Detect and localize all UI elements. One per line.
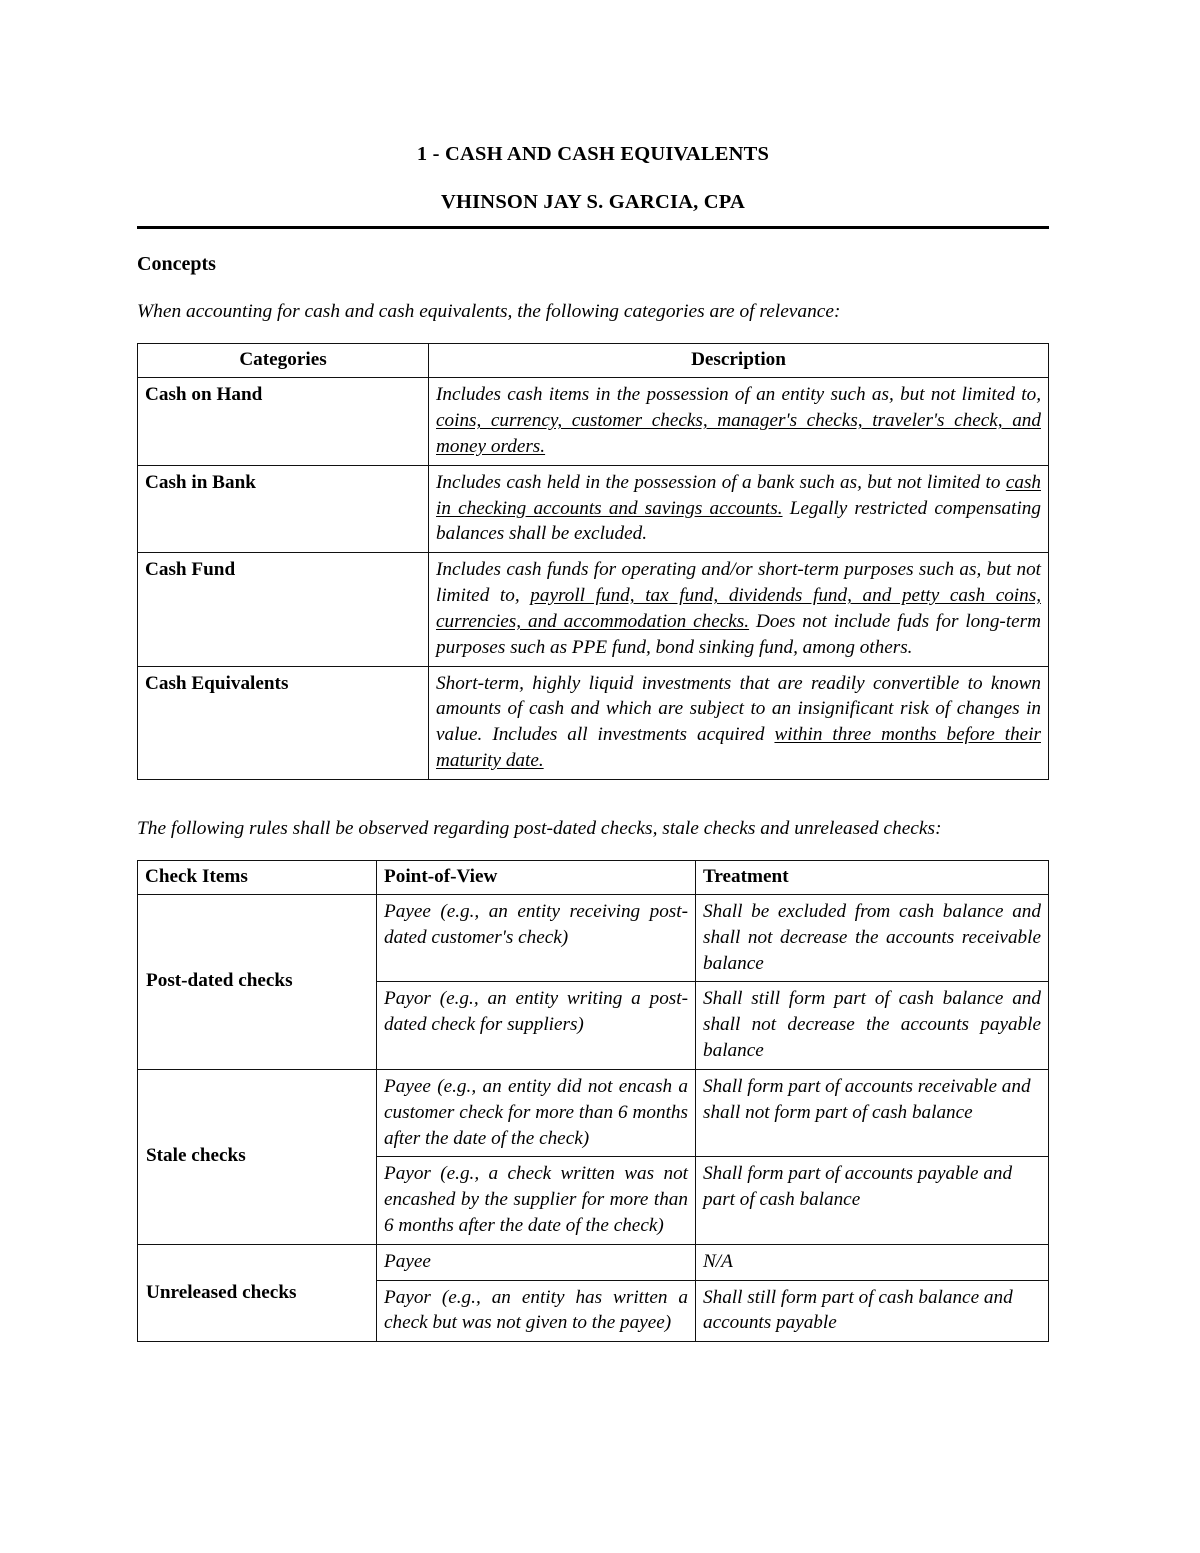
cell-point-of-view [377,894,696,981]
point-of-view-text: Payee [384,1250,431,1272]
cell-check-item: Unreleased checks [138,1244,377,1341]
description-text [436,470,1041,547]
description-underlined: within three months before their maturity date. [436,724,1041,772]
table-row [138,666,1049,779]
header-divider [137,226,1049,229]
cell-point-of-view [377,1157,696,1244]
treatment-text: Shall still form part of cash balance and accounts payable [703,1286,1013,1334]
treatment-text: Shall form part of accounts receivable and shall not form part of cash balance [703,1075,1031,1123]
cell-point-of-view [377,1280,696,1342]
categories-table-body [138,378,1049,780]
cell-treatment [696,982,1049,1069]
treatment-text: Shall form part of accounts payable and part of cash balance [703,1163,1013,1211]
column-header-check-items: Check Items [138,861,377,895]
section-heading-concepts: Concepts [137,253,216,276]
categories-table [137,343,1049,779]
cell-treatment [696,1069,1049,1156]
description-tail: Legally restricted compensating balances shall be excluded. [436,497,1041,545]
document-author: VHINSON JAY S. GARCIA, CPA [440,190,745,213]
cell-treatment [696,1244,1049,1280]
point-of-view-text: Payee (e.g., an entity did not encash a customer check for more than 6 months after the date of the check) [384,1075,688,1149]
treatment-text: Shall still form part of cash balance and shall not decrease the accounts payable balance [703,988,1041,1062]
column-header-description: Description [429,344,1049,378]
description-text [436,382,1041,459]
table-row [138,1069,1049,1156]
description-underlined: payroll fund, tax fund, dividends fund, and petty cash coins, currencies, and accommodation checks. [436,585,1041,632]
document-content [137,132,1049,1342]
table-header-row [138,861,1049,895]
table-row [138,553,1049,666]
checks-table [137,860,1049,1342]
cell-description [429,465,1049,552]
table-header-row [138,344,1049,378]
description-lead: Includes cash held in the possession of a bank such as, but not limited to [436,471,1006,493]
cell-treatment [696,1280,1049,1342]
treatment-text: Shall be excluded from cash balance and shall not decrease the accounts receivable balance [703,900,1041,974]
checks-table-body [138,894,1049,1341]
column-header-categories: Categories [138,344,429,378]
cell-description [429,378,1049,465]
cell-category: Cash on Hand [138,378,429,465]
description-text [436,671,1041,774]
cell-check-item: Stale checks [138,1069,377,1244]
treatment-text: N/A [703,1250,733,1272]
description-text [436,557,1041,660]
column-header-treatment: Treatment [696,861,1049,895]
cell-description [429,553,1049,666]
cell-category: Cash Equivalents [138,666,429,779]
page-title: 1 - CASH AND CASH EQUIVALENTS [416,143,770,165]
point-of-view-text: Payee (e.g., an entity receiving post-dated customer's check) [384,900,688,948]
description-lead: Includes cash items in the possession of an entity such as, but not limited to, [436,384,1041,406]
cell-treatment [696,894,1049,981]
description-lead: Includes cash funds for operating and/or short-term purposes such as, but not limited to, [436,559,1041,607]
cell-point-of-view [377,1069,696,1156]
cell-description [429,666,1049,779]
cell-check-item: Post-dated checks [138,894,377,1069]
table-row [138,465,1049,552]
point-of-view-text: Payor (e.g., an entity has written a check but was not given to the payee) [384,1286,688,1334]
cell-category: Cash Fund [138,553,429,666]
description-lead: Short-term, highly liquid investments that are readily convertible to known amounts of cash and which are subject to an insignificant risk of changes in value. Includes all investments acquired [436,672,1041,746]
table-row [138,894,1049,981]
mid-paragraph: The following rules shall be observed regarding post-dated checks, stale checks and unreleased checks: [137,817,942,839]
column-header-point-of-view: Point-of-View [377,861,696,895]
cell-point-of-view [377,1244,696,1280]
cell-treatment [696,1157,1049,1244]
lead-paragraph: When accounting for cash and cash equivalents, the following categories are of relevance: [137,301,841,323]
point-of-view-text: Payor (e.g., an entity writing a post-dated check for suppliers) [384,988,688,1036]
description-underlined: cash in checking accounts and savings accounts. [436,471,1041,519]
table-row [138,1244,1049,1280]
table-row [138,378,1049,465]
description-underlined: coins, currency, customer checks, manager's checks, traveler's check, and money orders. [436,410,1041,457]
cell-point-of-view [377,982,696,1069]
point-of-view-text: Payor (e.g., a check written was not encashed by the supplier for more than 6 months after the date of the check) [384,1163,688,1236]
description-tail: Does not include fuds for long-term purposes such as PPE fund, bond sinking fund, among others. [436,610,1041,658]
cell-category: Cash in Bank [138,465,429,552]
